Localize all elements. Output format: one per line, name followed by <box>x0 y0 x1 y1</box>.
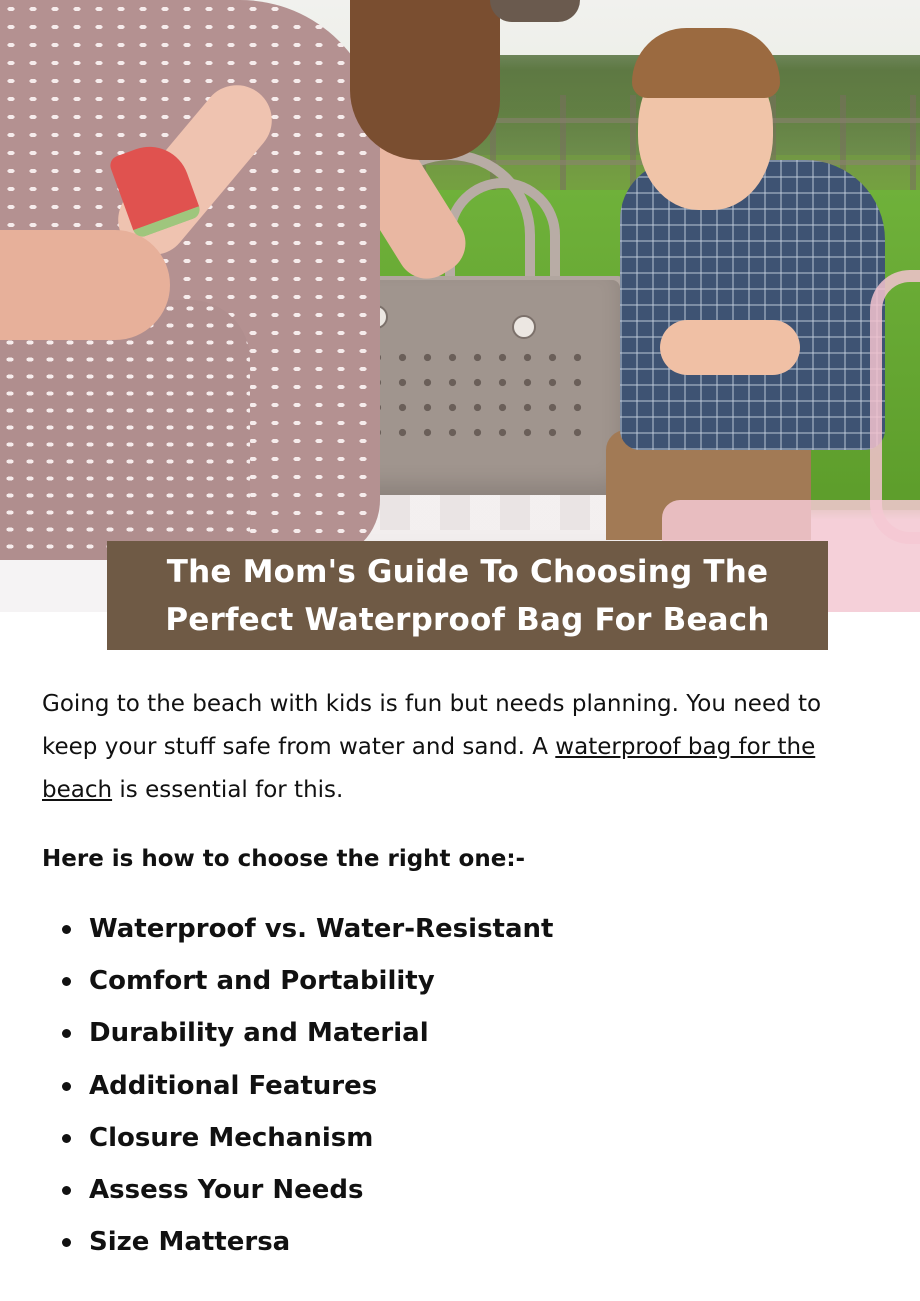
boy-hair <box>632 28 780 98</box>
list-item-label: Size Mattersa <box>89 1227 291 1258</box>
page-title-line-2: Perfect Waterproof Bag For Beach <box>165 601 770 638</box>
intro-text: Going to the beach with kids is fun but needs planning. You need to keep your stuff safe from water and sand. A <box>42 691 822 760</box>
hat <box>490 0 580 22</box>
list-item-label: Waterproof vs. Water-Resistant <box>89 914 554 944</box>
bullet-icon <box>62 1134 71 1143</box>
list-item <box>42 958 553 1010</box>
list-item <box>42 906 553 958</box>
bag-rivet <box>512 315 536 339</box>
list-item <box>42 1063 553 1115</box>
list-item-label: Durability and Material <box>89 1018 429 1049</box>
page-title-line-1: The Mom's Guide To Choosing The <box>166 553 769 590</box>
hand <box>0 230 170 340</box>
intro-text-end: is essential for this. <box>112 777 344 803</box>
woman-hair <box>350 0 500 160</box>
list-heading: Here is how to choose the right one:- <box>42 846 526 872</box>
boy-shirt <box>620 160 885 450</box>
list-item-label: Closure Mechanism <box>89 1122 374 1153</box>
bullet-icon <box>62 1186 71 1195</box>
bullet-icon <box>62 1029 71 1038</box>
bullet-icon <box>62 977 71 986</box>
bullet-icon <box>62 925 71 934</box>
list-item-label: Assess Your Needs <box>89 1174 364 1205</box>
intro-paragraph <box>42 683 882 812</box>
boy-hands <box>660 320 800 375</box>
list-item <box>42 1167 553 1219</box>
tips-list <box>42 906 553 1271</box>
bullet-icon <box>62 1082 71 1091</box>
list-item-label: Additional Features <box>89 1070 378 1101</box>
hero-photo <box>0 0 920 612</box>
waterproof-bag-link[interactable]: waterproof bag for the beach <box>42 734 816 803</box>
list-item <box>42 1219 553 1271</box>
list-item <box>42 1010 553 1062</box>
list-item <box>42 1115 553 1167</box>
bullet-icon <box>62 1238 71 1247</box>
list-item-label: Comfort and Portability <box>89 966 435 997</box>
title-banner <box>107 541 828 650</box>
